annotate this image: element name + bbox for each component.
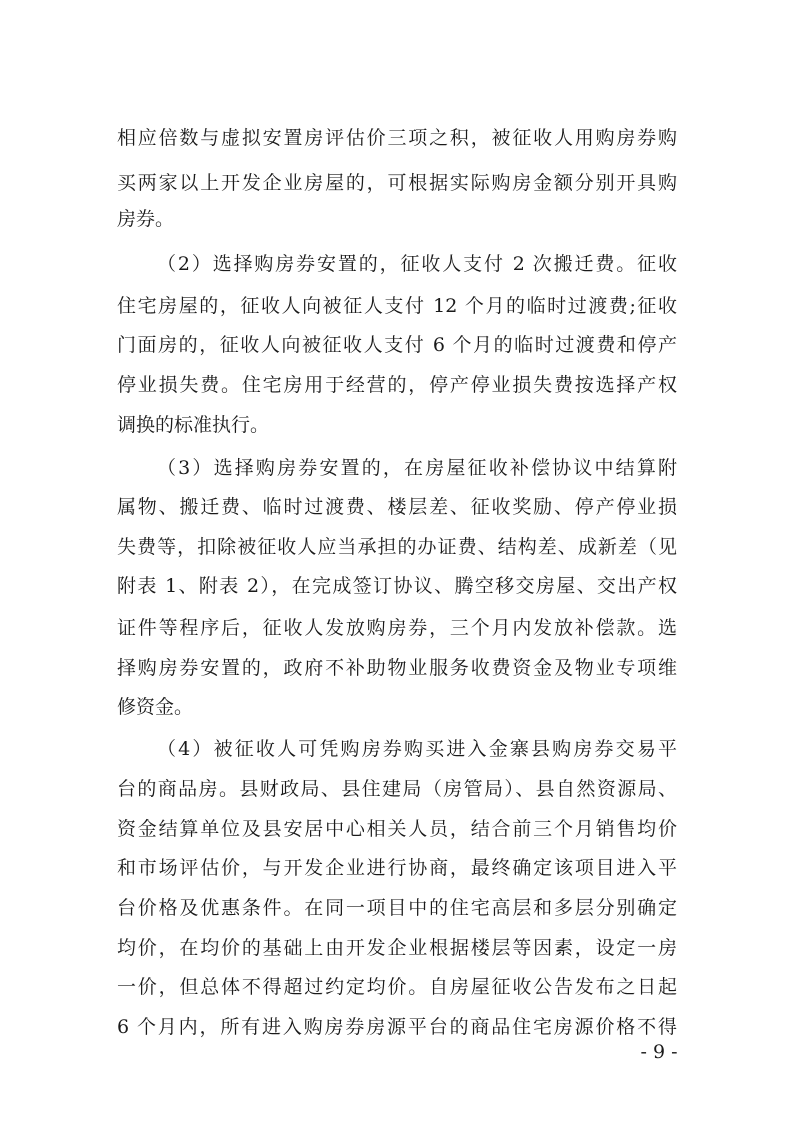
text-line: 台的商品房。县财政局、县住建局（房管局）、县自然资源局、 — [117, 778, 677, 800]
text-line: 一价，但总体不得超过约定均价。自房屋征收公告发布之日起 — [117, 976, 677, 998]
text-line: 住宅房屋的，征收人向被征人支付 12 个月的临时过渡费;征收 — [117, 295, 677, 317]
text-line: 房券。 — [117, 208, 175, 230]
text-line: 修资金。 — [117, 696, 194, 718]
text-line: 相应倍数与虚拟安置房评估价三项之积，被征收人用购房券购 — [117, 127, 677, 149]
text-line: 资金结算单位及县安居中心相关人员，结合前三个月销售均价 — [117, 818, 677, 840]
text-line: 调换的标准执行。 — [117, 414, 270, 436]
text-line: 附表 1、附表 2），在完成签订协议、腾空移交房屋、交出产权 — [117, 575, 677, 597]
text-line: 台价格及优惠条件。在同一项目中的住宅高层和多层分别确定 — [117, 897, 677, 919]
text-line: 6 个月内，所有进入购房券房源平台的商品住宅房源价格不得 — [117, 1016, 677, 1038]
text-line: 证件等程序后，征收人发放购房券，三个月内发放补偿款。选 — [117, 617, 677, 639]
text-line: 均价，在均价的基础上由开发企业根据楼层等因素，设定一房 — [117, 937, 677, 959]
text-line: 停业损失费。住宅房用于经营的，停产停业损失费按选择产权 — [117, 374, 677, 396]
text-line: （4）被征收人可凭购房券购买进入金寨县购房券交易平 — [157, 738, 677, 760]
text-line: 门面房的，征收人向被征收人支付 6 个月的临时过渡费和停产 — [117, 334, 677, 356]
text-line: 属物、搬迁费、临时过渡费、楼层差、征收奖励、停产停业损 — [117, 496, 677, 518]
text-line: （3）选择购房券安置的，在房屋征收补偿协议中结算附 — [157, 457, 677, 479]
text-line: 择购房券安置的，政府不补助物业服务收费资金及物业专项维 — [117, 657, 677, 679]
text-line: 失费等，扣除被征收人应当承担的办证费、结构差、成新差（见 — [117, 536, 677, 558]
text-line: （2）选择购房券安置的，征收人支付 2 次搬迁费。征收 — [157, 253, 677, 275]
page-number: - 9 - — [640, 1041, 678, 1063]
text-line: 和市场评估价，与开发企业进行协商，最终确定该项目进入平 — [117, 857, 677, 879]
text-line: 买两家以上开发企业房屋的，可根据实际购房金额分别开具购 — [117, 172, 677, 194]
